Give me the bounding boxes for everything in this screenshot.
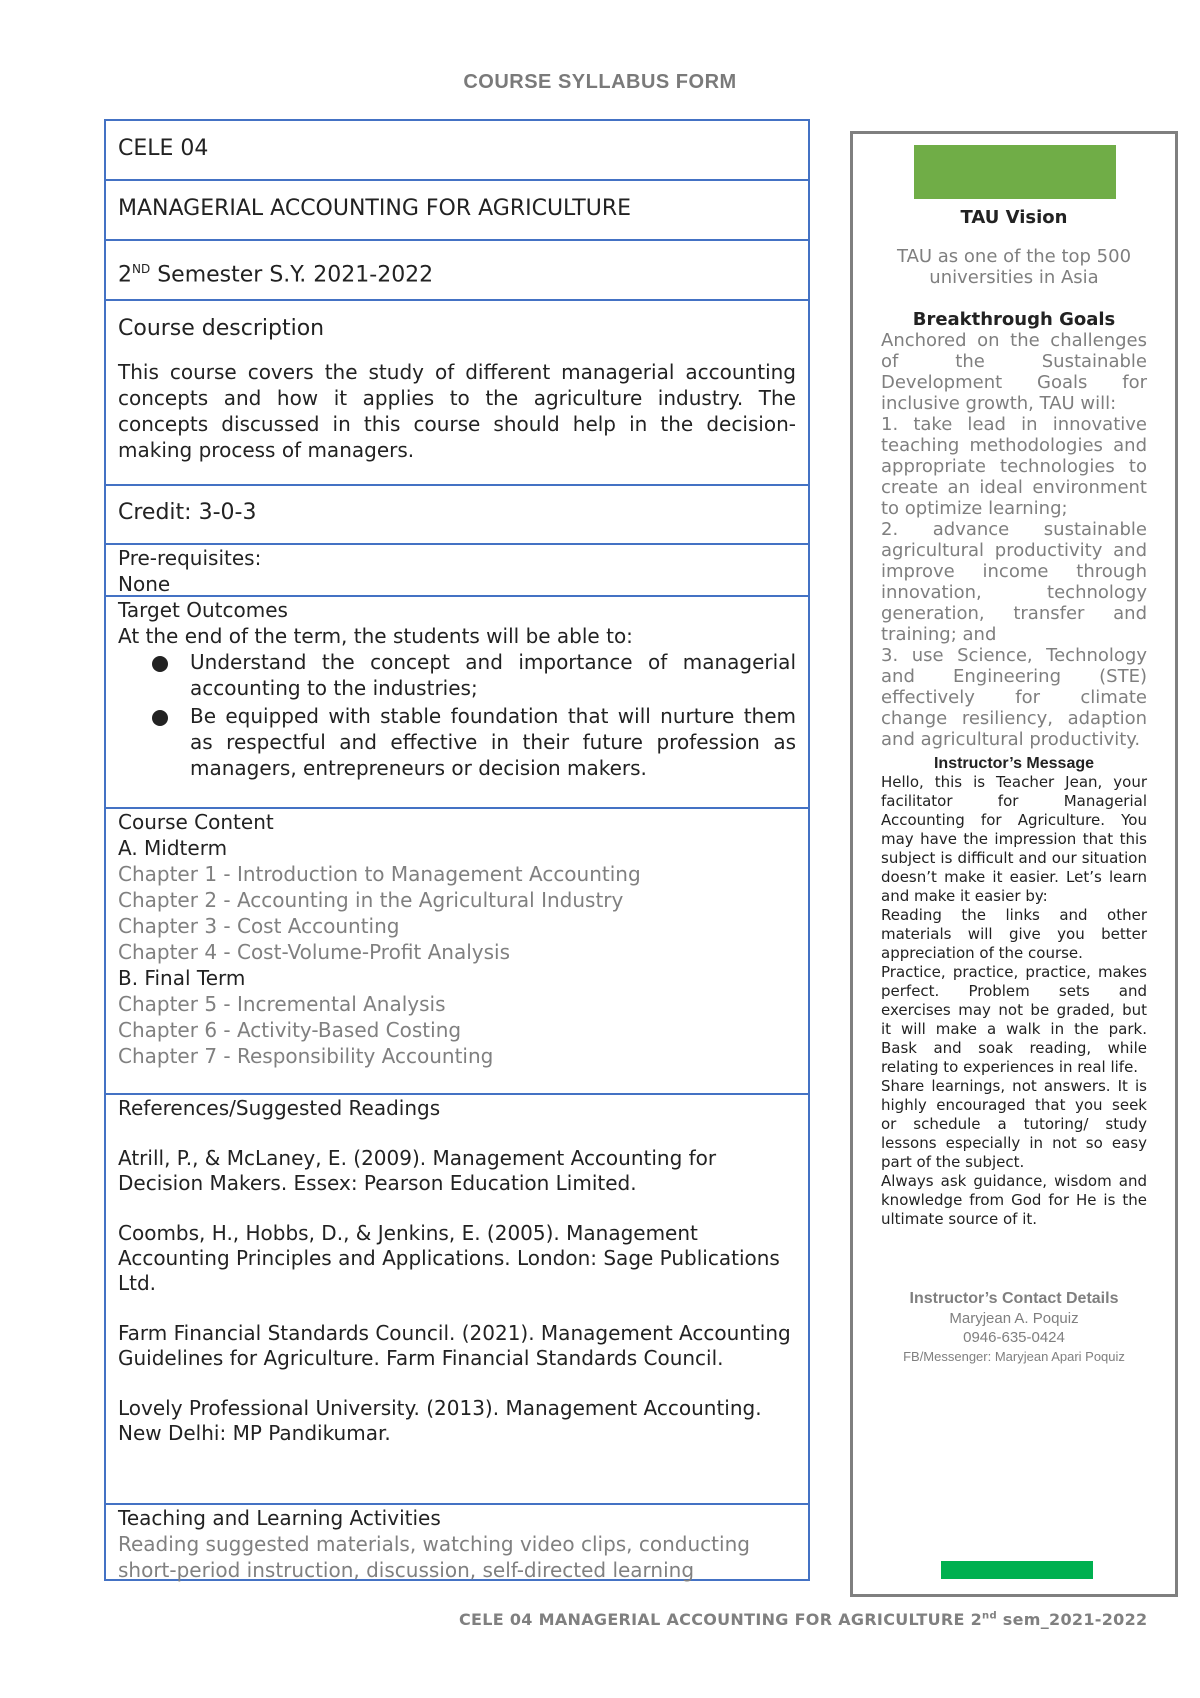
target-outcomes-intro: At the end of the term, the students will be able to: [118, 624, 633, 648]
sidebar-panel [850, 131, 1178, 1597]
chapter-item: Chapter 3 - Cost Accounting [118, 914, 400, 938]
chapter-item: Chapter 2 - Accounting in the Agricultural Industry [118, 888, 624, 912]
references-heading: References/Suggested Readings [118, 1096, 441, 1120]
teaching-heading: Teaching and Learning Activities [118, 1506, 441, 1530]
message-paragraph: Always ask guidance, wisdom and knowledge from God for He is the ultimate source of it. [881, 1172, 1147, 1228]
message-paragraph: Practice, practice, practice, makes perfect. Problem sets and exercises may not be graded, but it will make a walk in the park. Bask and soak reading, while relating to experiences in real life. [881, 963, 1147, 1076]
vision-block [881, 207, 1147, 288]
credit-row [106, 486, 808, 545]
prerequisites-row [106, 545, 808, 597]
contact-phone: 0946-635-0424 [963, 1329, 1065, 1346]
logo-placeholder [914, 145, 1116, 199]
bullet-icon [152, 656, 168, 672]
goal-item: 2. advance sustainable agricultural productivity and improve income through innovation, technology generation, transfer and training; and [881, 519, 1147, 645]
credit: Credit: 3-0-3 [118, 500, 257, 525]
vision-text: TAU as one of the top 500 universities in Asia [896, 246, 1132, 288]
target-outcomes-list [118, 649, 796, 781]
message-block [881, 754, 1147, 1229]
contact-name: Maryjean A. Poquiz [949, 1310, 1079, 1327]
description-heading: Course description [118, 316, 325, 341]
teaching-row [106, 1505, 808, 1581]
teaching-text: Reading suggested materials, watching video clips, conducting short-period instruction, discussion, self-directed learning [118, 1532, 750, 1582]
message-paragraph: Reading the links and other materials will give you better appreciation of the course. [881, 906, 1147, 962]
chapter-item: Chapter 7 - Responsibility Accounting [118, 1044, 494, 1068]
goals-heading: Breakthrough Goals [912, 309, 1116, 330]
reference-item: Farm Financial Standards Council. (2021). Management Accounting Guidelines for Agriculture. Farm Financial Standards Council. [118, 1321, 791, 1370]
final-term-label: B. Final Term [118, 966, 246, 990]
references-row [106, 1095, 808, 1505]
course-code: CELE 04 [118, 136, 209, 161]
goal-item: 3. use Science, Technology and Engineering (STE) effectively for climate change resiliency, adaption and agricultural productivity. [881, 645, 1147, 750]
prerequisites-label: Pre-requisites: [118, 546, 262, 570]
syllabus-table [104, 119, 810, 1581]
chapter-item: Chapter 6 - Activity-Based Costing [118, 1018, 462, 1042]
goals-block [881, 309, 1147, 750]
reference-item: Atrill, P., & McLaney, E. (2009). Management Accounting for Decision Makers. Essex: Pearson Education Limited. [118, 1146, 717, 1195]
target-outcomes-row [106, 597, 808, 809]
contact-fb: FB/Messenger: Maryjean Apari Poquiz [903, 1349, 1125, 1364]
contact-heading: Instructor’s Contact Details [909, 1290, 1119, 1307]
message-paragraph: Hello, this is Teacher Jean, your facilitator for Managerial Accounting for Agriculture. You may have the impression that this subject is difficult and our situation doesn’t make it easier. Let’s learn and make it easier by: [881, 773, 1147, 905]
list-item: Be equipped with stable foundation that will nurture them as respectful and effective in their future profession as managers, entrepreneurs or decision makers. [190, 703, 796, 781]
course-content-row [106, 809, 808, 1095]
chapter-item: Chapter 1 - Introduction to Management Accounting [118, 862, 641, 886]
chapter-item: Chapter 5 - Incremental Analysis [118, 992, 446, 1016]
bullet-icon [152, 710, 168, 726]
goals-intro: Anchored on the challenges of the Sustainable Development Goals for inclusive growth, TAU will: [881, 330, 1147, 414]
reference-item: Coombs, H., Hobbs, D., & Jenkins, E. (2005). Management Accounting Principles and Applications. London: Sage Publications Ltd. [118, 1221, 780, 1295]
semester-row [106, 241, 808, 301]
prerequisites-value: None [118, 572, 171, 596]
description-text: This course covers the study of different managerial accounting concepts and how it applies to the agriculture industry. The concepts discussed in this course should help in the decision-making process of managers. [118, 360, 796, 462]
course-code-row [106, 121, 808, 181]
page-footer: CELE 04 MANAGERIAL ACCOUNTING FOR AGRICULTURE 2nd sem_2021-2022 [459, 1610, 1148, 1629]
message-paragraph: Share learnings, not answers. It is highly encouraged that you seek or schedule a tutoring/ study lessons especially in not so easy part of the subject. [881, 1077, 1147, 1171]
list-item: Understand the concept and importance of managerial accounting to the industries; [190, 649, 796, 701]
chapter-item: Chapter 4 - Cost-Volume-Profit Analysis [118, 940, 511, 964]
semester: 2ND Semester S.Y. 2021-2022 [118, 262, 434, 288]
course-title: MANAGERIAL ACCOUNTING FOR AGRICULTURE [118, 196, 632, 221]
vision-heading: TAU Vision [960, 207, 1068, 228]
course-content-heading: Course Content [118, 810, 274, 834]
course-title-row [106, 181, 808, 241]
midterm-label: A. Midterm [118, 836, 228, 860]
reference-item: Lovely Professional University. (2013). Management Accounting. New Delhi: MP Pandikumar. [118, 1396, 762, 1445]
contact-block [881, 1289, 1147, 1366]
target-outcomes-heading: Target Outcomes [118, 598, 288, 622]
message-heading: Instructor’s Message [933, 755, 1095, 772]
decorative-bar [941, 1561, 1093, 1579]
goal-item: 1. take lead in innovative teaching methodologies and appropriate technologies to create an ideal environment to optimize learning; [881, 414, 1147, 519]
description-row [106, 301, 808, 486]
page-title: COURSE SYLLABUS FORM [463, 71, 737, 93]
